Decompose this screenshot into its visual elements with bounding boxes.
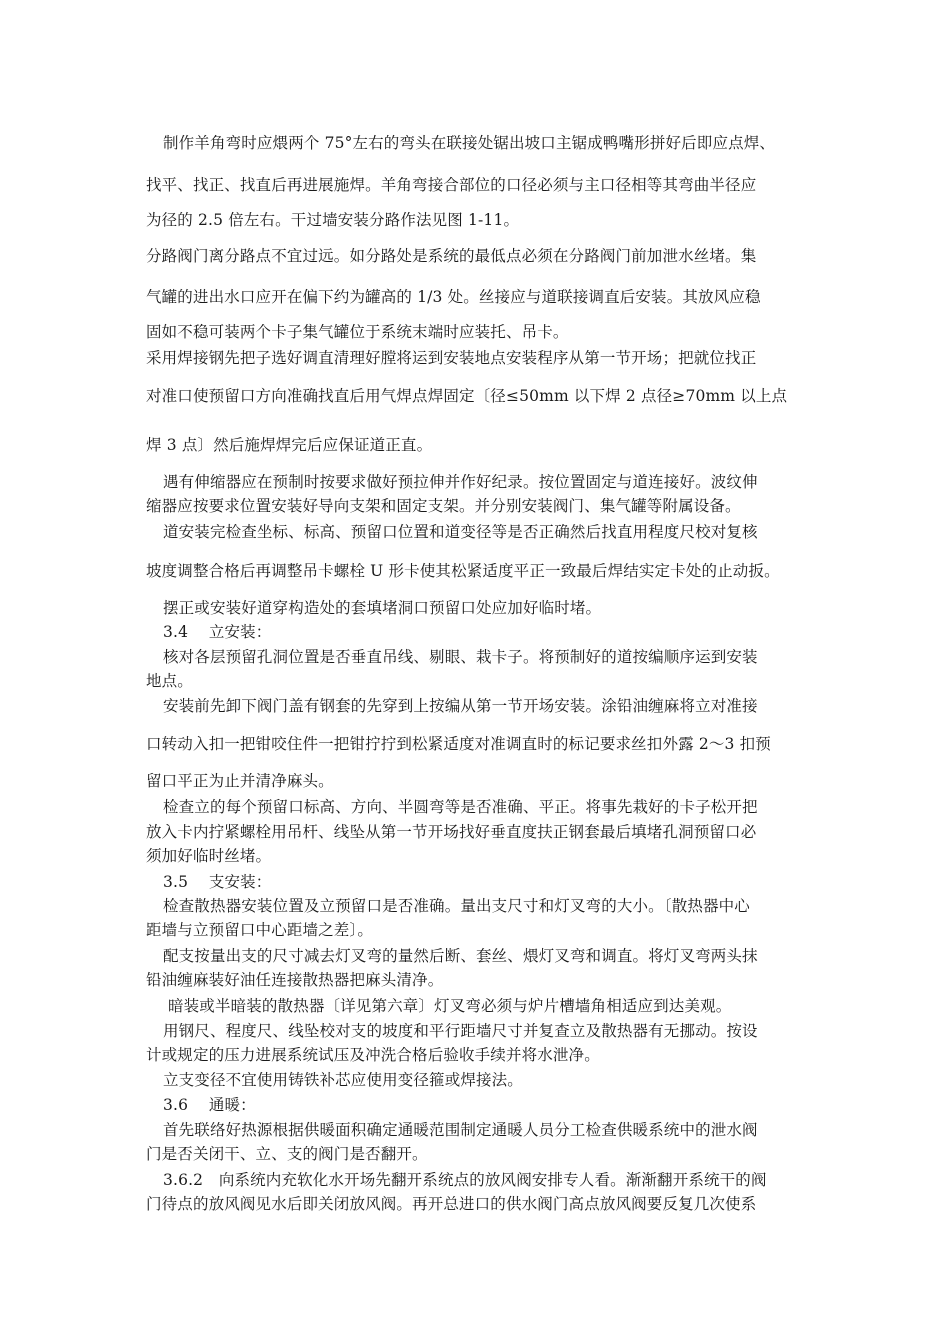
text-line: 检查立的每个预留口标高、方向、半圆弯等是否准确、平正。将事先栽好的卡子松开把: [163, 798, 758, 816]
text-line: 固如不稳可装两个卡子集气罐位于系统末端时应装托、吊卡。: [146, 323, 569, 341]
section-heading: 3.4 立安装：: [163, 623, 272, 641]
text-line: 配支按量出支的尺寸减去灯叉弯的量然后断、套丝、煨灯叉弯和调直。将灯叉弯两头抹: [163, 947, 758, 965]
text-line: 缩器应按要求位置安装好导向支架和固定支架。并分别安装阀门、集气罐等附属设备。: [146, 497, 741, 515]
text-line: 为径的 2.5 倍左右。干过墙安装分路作法见图 1-11。: [146, 211, 520, 229]
text-line: 门是否关闭干、立、支的阀门是否翻开。: [146, 1145, 428, 1163]
text-line: 3.6.2 向系统内充软化水开场先翻开系统点的放风阀安排专人看。渐渐翻开系统干的阀: [163, 1171, 767, 1189]
text-line: 用钢尺、程度尺、线坠校对支的坡度和平行距墙尺寸并复查立及散热器有无挪动。按设: [163, 1022, 758, 1040]
text-line: 留口平正为止并清净麻头。: [146, 772, 334, 790]
text-line: 找平、找正、找直后再进展施焊。羊角弯接合部位的口径必须与主口径相等其弯曲半径应: [146, 176, 757, 194]
text-line: 制作羊角弯时应煨两个 75°左右的弯头在联接处锯出坡口主锯成鸭嘴形拼好后即应点焊、: [163, 134, 776, 152]
text-line: 焊 3 点〕然后施焊焊完后应保证道正直。: [146, 436, 433, 454]
text-line: 核对各层预留孔洞位置是否垂直吊线、剔眼、栽卡子。将预制好的道按编顺序运到安装: [163, 648, 758, 666]
text-line: 首先联络好热源根据供暖面积确定通暖范围制定通暖人员分工检查供暖系统中的泄水阀: [163, 1121, 758, 1139]
text-line: 须加好临时丝堵。: [146, 847, 272, 865]
text-line: 计或规定的压力进展系统试压及冲洗合格后验收手续并将水泄净。: [146, 1046, 600, 1064]
text-line: 采用焊接钢先把子选好调直清理好膛将运到安装地点安装程序从第一节开场；把就位找正: [146, 349, 757, 367]
text-line: 放入卡内拧紧螺栓用吊杆、线坠从第一节开场找好垂直度扶正钢套最后填堵孔洞预留口必: [146, 823, 757, 841]
text-line: 对准口使预留口方向准确找直后用气焊点焊固定〔径≤50mm 以下焊 2 点径≥70mm 以上点: [146, 387, 788, 405]
text-line: 遇有伸缩器应在预制时按要求做好预拉伸并作好纪录。按位置固定与道连接好。波纹伸: [163, 473, 758, 491]
section-heading: 3.6 通暖：: [163, 1096, 256, 1114]
text-line: 距墙与立预留口中心距墙之差〕。: [146, 921, 374, 939]
text-line: 安装前先卸下阀门盖有钢套的先穿到上按编从第一节开场安装。涂铅油缠麻将立对准接: [163, 697, 758, 715]
text-line: 铅油缠麻装好油任连接散热器把麻头清净。: [146, 971, 444, 989]
text-line: 分路阀门离分路点不宜过远。如分路处是系统的最低点必须在分路阀门前加泄水丝堵。集: [146, 247, 757, 265]
text-line: 摆正或安装好道穿构造处的套填堵洞口预留口处应加好临时堵。: [163, 599, 602, 617]
section-heading: 3.5 支安装：: [163, 873, 272, 891]
text-line: 地点。: [146, 672, 193, 690]
text-line: 坡度调整合格后再调整吊卡螺栓 U 形卡使其松紧适度平正一致最后焊结实定卡处的止动扳。: [146, 562, 780, 580]
text-line: 道安装完检查坐标、标高、预留口位置和道变径等是否正确然后找直用程度尺校对复核: [163, 523, 758, 541]
text-line: 门待点的放风阀见水后即关闭放风阀。再开总进口的供水阀门高点放风阀要反复几次使系: [146, 1195, 757, 1213]
text-line: 气罐的进出水口应开在偏下约为罐高的 1/3 处。丝接应与道联接调直后安装。其放风应稳: [146, 288, 761, 306]
text-line: 暗装或半暗装的散热器〔详见第六章〕灯叉弯必须与炉片槽墙角相适应到达美观。: [168, 997, 732, 1015]
text-line: 口转动入扣一把钳咬住件一把钳拧拧到松紧适度对准调直时的标记要求丝扣外露 2～3 扣预: [146, 735, 771, 753]
text-line: 检查散热器安装位置及立预留口是否准确。量出支尺寸和灯叉弯的大小。〔散热器中心: [163, 897, 750, 915]
text-line: 立支变径不宜使用铸铁补芯应使用变径箍或焊接法。: [163, 1071, 523, 1089]
